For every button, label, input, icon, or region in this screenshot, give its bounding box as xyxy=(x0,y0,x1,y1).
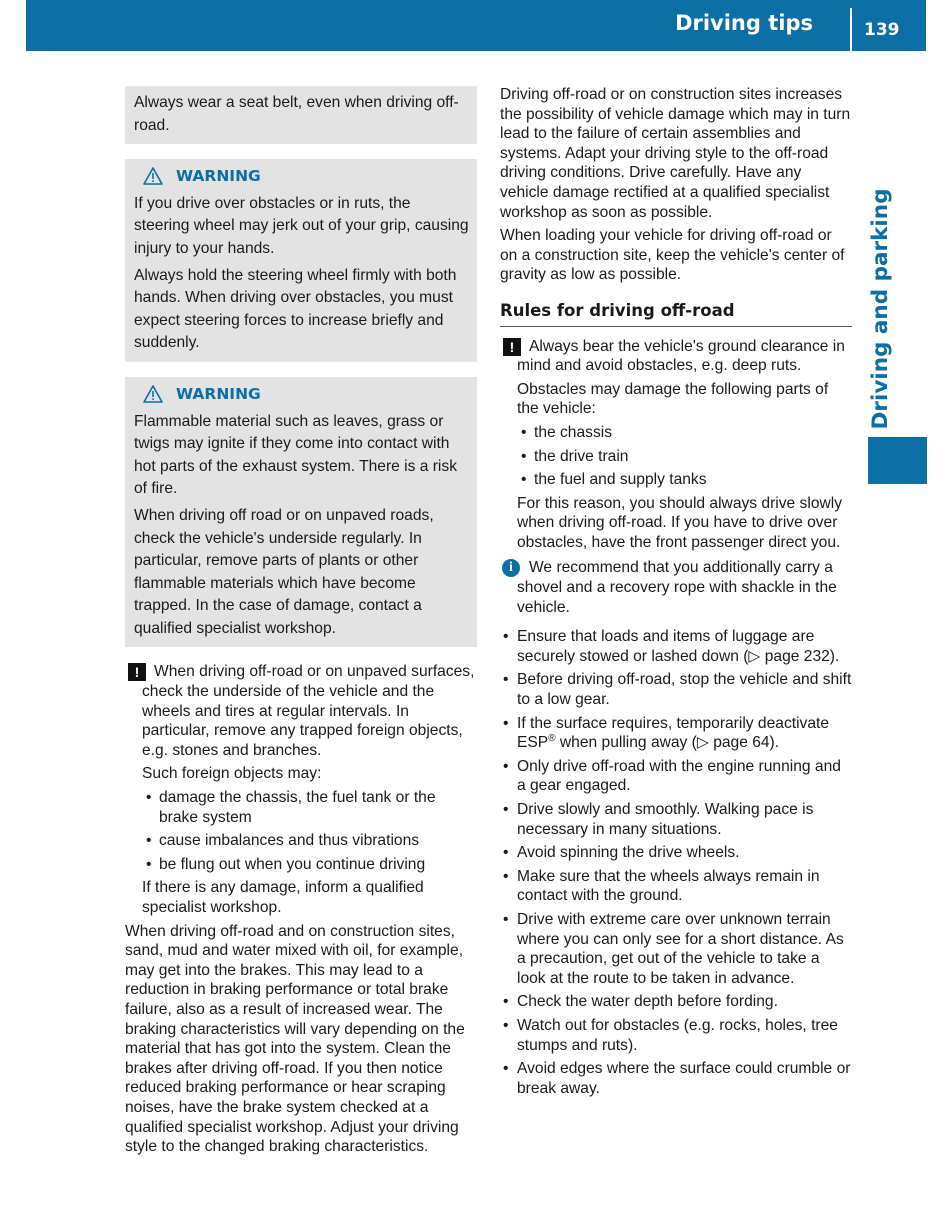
note-text: If there is any damage, inform a qualified specialist workshop. xyxy=(142,879,424,916)
list-item: • the drive train xyxy=(517,447,852,467)
exclamation-icon: ! xyxy=(128,663,146,681)
registered-mark: ® xyxy=(548,733,556,745)
list-item: • Before driving off-road, stop the vehicle and shift to a low gear. xyxy=(500,670,852,709)
bullet-list xyxy=(142,788,477,874)
body-paragraph: Driving off-road or on construction sites increases the possibility of vehicle damage which may in turn lead to the failure of certain assemblies and systems. Adapt your driving style to the off-road driving conditions. Drive carefully. Have any vehicle damage rectified at a qualified specialist workshop as soon as possible. xyxy=(500,86,851,221)
note-ground-clearance xyxy=(500,337,852,553)
brakes-paragraph: When driving off-road and on construction sites, sand, mud and water mixed with oil, for example, may get into the brakes. This may lead to a reduction in braking performance or total brake failure, also as a result of increased wear. The braking characteristics will vary depending on the material that has got into the system. Clean the brakes after driving off-road. If you then notice reduced braking performance or hear scraping noises, have the brake system checked at a qualified specialist workshop. Adjust your driving style to the changed braking characteristics. xyxy=(125,922,465,1156)
list-item: • Avoid edges where the surface could crumble or break away. xyxy=(500,1059,852,1098)
note-text: For this reason, you should always drive slowly when driving off-road. If you have to drive over obstacles, have the front passenger direct you. xyxy=(517,494,843,551)
list-item: • Watch out for obstacles (e.g. rocks, holes, tree stumps and ruts). xyxy=(500,1016,852,1055)
page-header xyxy=(26,0,926,51)
list-item: • Make sure that the wheels always remain in contact with the ground. xyxy=(500,867,852,906)
note-text: Such foreign objects may: xyxy=(142,765,322,783)
warning-box-fire xyxy=(125,377,477,648)
note-text: Obstacles may damage the following parts of the vehicle: xyxy=(517,380,829,418)
rules-list xyxy=(500,627,852,1098)
list-item: • the fuel and supply tanks xyxy=(517,470,852,490)
warning-triangle-icon xyxy=(143,385,163,403)
exclamation-icon: ! xyxy=(503,338,521,356)
chapter-tab-label: Driving and parking xyxy=(868,188,894,430)
list-item: • Avoid spinning the drive wheels. xyxy=(500,843,852,863)
chapter-tab xyxy=(866,188,896,430)
warning-label: WARNING xyxy=(176,167,261,186)
note-text: When driving off-road or on unpaved surfaces, check the underside of the vehicle and the wheels and tires at regular intervals. In particular, remove any trapped foreign objects, e.g. stones and branches. xyxy=(142,663,475,759)
seatbelt-box xyxy=(125,86,477,144)
warning-text: Flammable material such as leaves, grass or twigs may ignite if they come into contact with hot parts of the exhaust system. There is a risk of fire. xyxy=(134,412,457,498)
info-note xyxy=(500,558,852,617)
warning-triangle-icon xyxy=(143,167,163,185)
warning-heading xyxy=(134,165,469,188)
list-item: • the chassis xyxy=(517,423,852,443)
list-item: • be flung out when you continue driving xyxy=(142,855,477,875)
list-item: • cause imbalances and thus vibrations xyxy=(142,831,477,851)
info-text: We recommend that you additionally carry a shovel and a recovery rope with shackle in the vehicle. xyxy=(517,559,837,616)
right-column xyxy=(500,85,852,1102)
left-column xyxy=(125,86,477,1157)
chapter-marker xyxy=(868,437,927,484)
note-text: Always bear the vehicle's ground clearance in mind and avoid obstacles, e.g. deep ruts. xyxy=(517,337,845,375)
list-item: • Only drive off-road with the engine running and a gear engaged. xyxy=(500,757,852,796)
list-item: • Check the water depth before fording. xyxy=(500,992,852,1012)
body-paragraph: When loading your vehicle for driving off-road or on a construction site, keep the vehicle's center of gravity as low as possible. xyxy=(500,227,845,284)
header-divider xyxy=(850,8,852,51)
list-item: • Drive slowly and smoothly. Walking pace is necessary in many situations. xyxy=(500,800,852,839)
seatbelt-text: Always wear a seat belt, even when driving off-road. xyxy=(134,94,459,134)
list-item: • damage the chassis, the fuel tank or the brake system xyxy=(142,788,477,827)
section-title-header: Driving tips xyxy=(675,11,813,35)
esp-text: If the surface requires, temporarily deactivate ESP xyxy=(517,714,830,752)
list-item xyxy=(500,714,852,753)
page-number: 139 xyxy=(864,20,900,40)
warning-box-steering xyxy=(125,159,477,362)
info-icon: i xyxy=(502,559,520,577)
warning-text: When driving off road or on unpaved roads, check the vehicle's underside regularly. In particular, remove parts of plants or other flammable materials which have become trapped. In the case of damage, contact a qualified specialist workshop. xyxy=(134,506,434,637)
warning-heading xyxy=(134,383,469,406)
warning-label: WARNING xyxy=(176,384,261,403)
list-item: • Drive with extreme care over unknown terrain where you can only see for a short distance. As a precaution, get out of the vehicle to take a look at the route to be taken in advance. xyxy=(500,910,852,988)
note-underside xyxy=(125,662,477,917)
warning-text: Always hold the steering wheel firmly with both hands. When driving over obstacles, you must expect steering forces to increase briefly and suddenly. xyxy=(134,266,457,352)
section-heading: Rules for driving off-road xyxy=(500,301,852,327)
warning-text: If you drive over obstacles or in ruts, the steering wheel may jerk out of your grip, causing injury to your hands. xyxy=(134,194,469,257)
bullet-list xyxy=(517,423,852,490)
esp-text-end: when pulling away (▷ page 64). xyxy=(555,734,780,752)
list-item: • Ensure that loads and items of luggage are securely stowed or lashed down (▷ page 232). xyxy=(500,627,852,666)
